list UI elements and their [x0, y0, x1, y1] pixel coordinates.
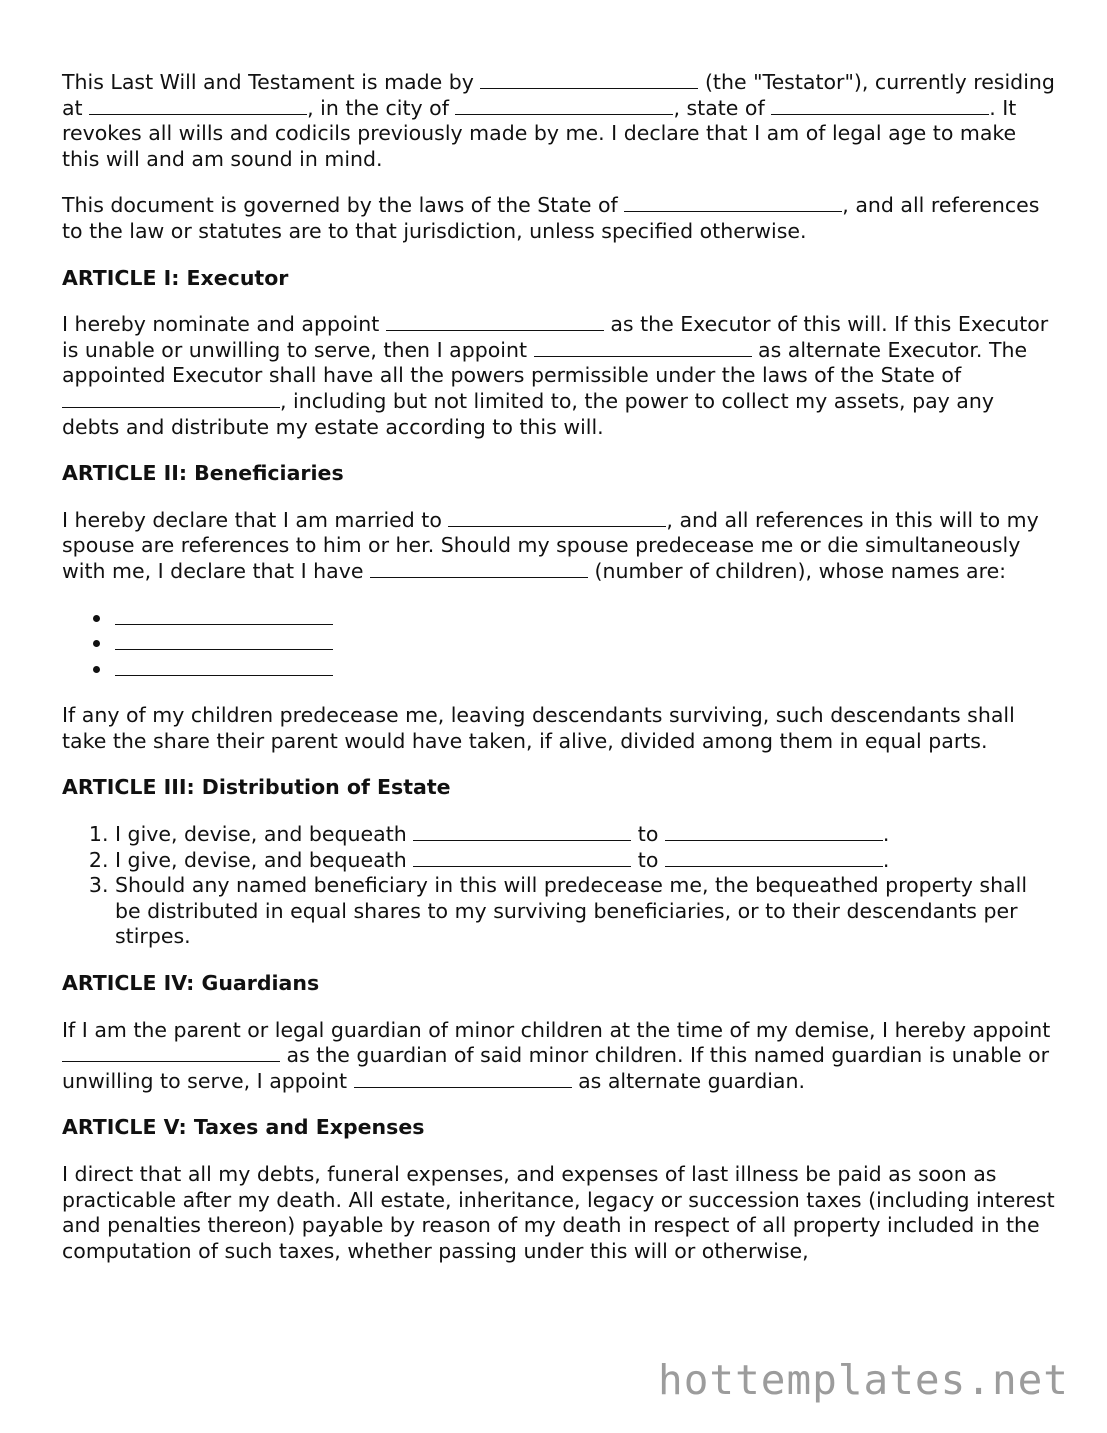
beneficiaries-paragraph: I hereby declare that I am married to , and all references in this will to my spouse are references to him or her. Should my spouse predecease me or die simultaneously with me, I declare that I have (number of children), whose names are: [62, 507, 1039, 583]
list-item: 1. I give, devise, and bequeath to . [115, 822, 1057, 848]
watermark: hottemplates.net [658, 1356, 1069, 1404]
list-item: 2. I give, devise, and bequeath to . [115, 848, 1057, 874]
bequest-property-blank[interactable] [413, 822, 631, 841]
governing-law-paragraph: This document is governed by the laws of the State of , and all references to the law or statutes are to that jurisdiction, unless specified otherwise. [62, 193, 1040, 243]
guardians-paragraph: If I am the parent or legal guardian of minor children at the time of my demise, I hereby appoint as the guardian of said minor children. If this named guardian is unable or unwilling to serve, I appoint as alternate guardian. [62, 1017, 1051, 1093]
spouse-blank[interactable] [448, 508, 666, 527]
executor-state-blank[interactable] [62, 389, 280, 408]
taxes-paragraph: I direct that all my debts, funeral expenses, and expenses of last illness be paid as soon as practicable after my death. All estate, inheritance, legacy or succession taxes (including interest and penalties thereon) payable by reason of my death in respect of all property included in the computation of such taxes, whether passing under this will or otherwise, [62, 1162, 1055, 1263]
intro-paragraph: This Last Will and Testament is made by (the "Testator"), currently residing at , in the city of , state of . It revokes all wills and codicils previously made by me. I declare that I am of legal age to make this will and am sound in mind. [62, 70, 1055, 171]
alternate-guardian-blank[interactable] [354, 1069, 572, 1088]
number-of-children-blank[interactable] [370, 559, 588, 578]
child-name-blank[interactable] [115, 606, 333, 625]
article-1-heading: ARTICLE I: Executor [62, 265, 289, 290]
descendants-paragraph: If any of my children predecease me, leaving descendants surviving, such descendants shall take the share their parent would have taken, if alive, divided among them in equal parts. [62, 703, 1015, 753]
article-5-heading: ARTICLE V: Taxes and Expenses [62, 1115, 425, 1140]
list-item [115, 631, 1057, 657]
bequest-property-blank[interactable] [413, 848, 631, 867]
children-names-list [62, 606, 1057, 683]
list-item [115, 606, 1057, 632]
bequest-recipient-blank[interactable] [665, 822, 883, 841]
article-3-heading: ARTICLE III: Distribution of Estate [62, 775, 451, 800]
testator-name-blank[interactable] [480, 70, 698, 89]
governing-state-blank[interactable] [624, 193, 842, 212]
article-2-heading: ARTICLE II: Beneficiaries [62, 461, 344, 486]
bequest-recipient-blank[interactable] [665, 848, 883, 867]
child-name-blank[interactable] [115, 631, 333, 650]
child-name-blank[interactable] [115, 657, 333, 676]
executor-paragraph: I hereby nominate and appoint as the Executor of this will. If this Executor is unable or unwilling to serve, then I appoint as alternate Executor. The appointed Executor shall have all the powers permissible under the laws of the State of , including but not limited to, the power to collect my assets, pay any debts and distribute my estate according to this will. [62, 312, 1049, 439]
guardian-blank[interactable] [62, 1043, 280, 1062]
executor-blank[interactable] [386, 312, 604, 331]
list-item: 3. Should any named beneficiary in this will predecease me, the bequeathed property shall be distributed in equal shares to my surviving beneficiaries, or to their descendants per stirpes. [115, 873, 1057, 950]
alternate-executor-blank[interactable] [534, 338, 752, 357]
list-item [115, 657, 1057, 683]
residence-blank[interactable] [89, 96, 307, 115]
article-4-heading: ARTICLE IV: Guardians [62, 971, 320, 996]
city-blank[interactable] [455, 96, 673, 115]
will-document [62, 70, 1057, 1285]
distribution-list [62, 822, 1057, 950]
state-blank[interactable] [771, 96, 989, 115]
